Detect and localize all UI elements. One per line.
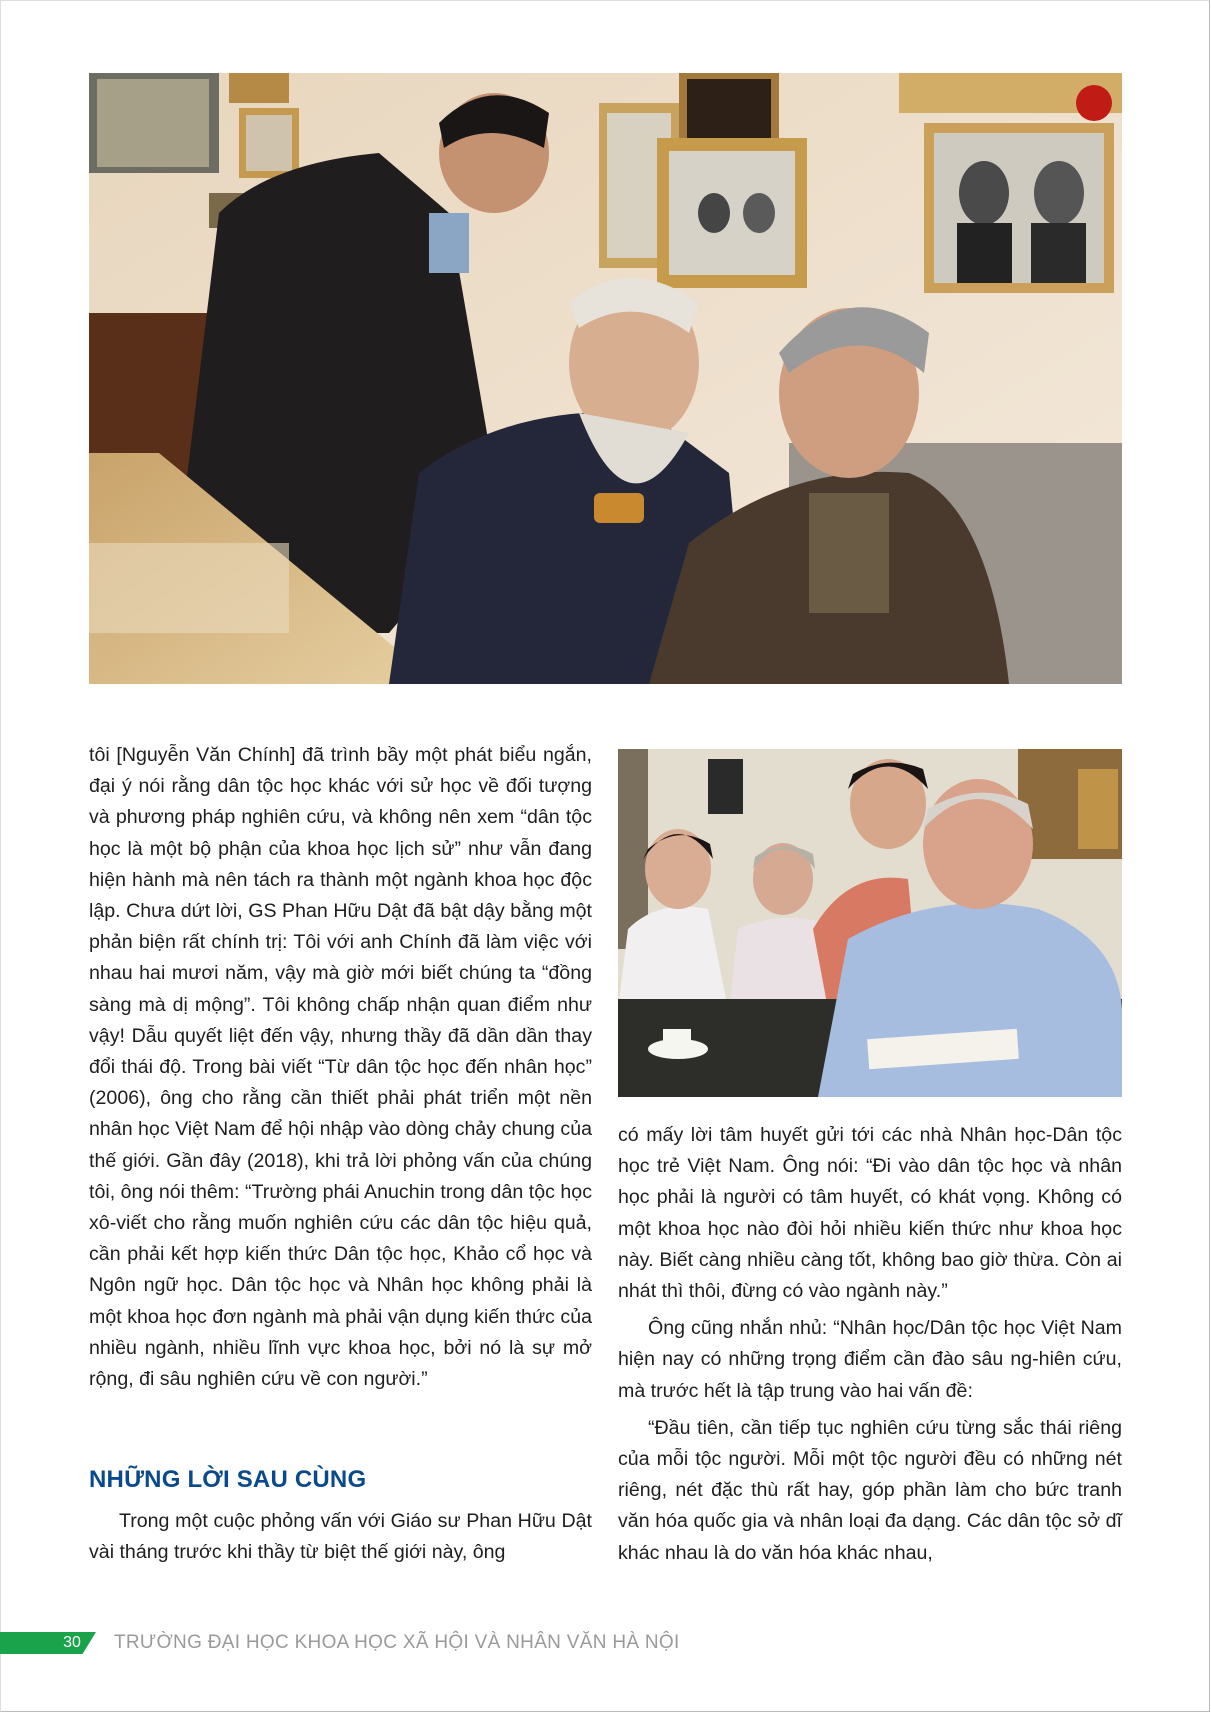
left-paragraph-2: Trong một cuộc phỏng vấn với Giáo sư Phan Hữu Dật vài tháng trước khi thầy từ biệt thế giới này, ông: [89, 1510, 592, 1564]
section-heading: NHỮNG LỜI SAU CÙNG: [89, 1466, 367, 1493]
page-number: 30: [63, 1634, 81, 1651]
left-column-body: [89, 740, 592, 1395]
left-column-after-heading: [89, 1506, 592, 1568]
right-paragraph-1: có mấy lời tâm huyết gửi tới các nhà Nhân học-Dân tộc học trẻ Việt Nam. Ông nói: “Đi vào dân tộc học và nhân học phải là người có tâm huyết, có khát vọng. Không có một khoa học nào đòi hỏi nhiều kiến thức như khoa học này. Biết càng nhiều càng tốt, không bao giờ thừa. Còn ai nhát thì thôi, đừng có vào ngành này.”: [618, 1124, 1122, 1303]
left-paragraph-1: tôi [Nguyễn Văn Chính] đã trình bầy một phát biểu ngắn, đại ý nói rằng dân tộc học khác với sử học về đối tượng và phương pháp nghiên cứu, và không nên xem “dân tộc học là một bộ phận của khoa học lịch sử” như vẫn đang hiện hành mà nên tách ra thành một ngành khoa học độc lập. Chưa dứt lời, GS Phan Hữu Dật đã bật dậy bằng một phản biện rất chính trị: Tôi với anh Chính đã làm việc với nhau hai mươi năm, vậy mà giờ mới biết chúng ta “đồng sàng mà dị mộng”. Tôi không chấp nhận quan điểm như vậy! Dẫu quyết liệt đến vậy, nhưng thầy đã dần dần thay đổi thái độ. Trong bài viết “Từ dân tộc học đến nhân học” (2006), ông cho rằng cần thiết phải phát triển một nền nhân học Việt Nam để hội nhập vào dòng chảy chung của thế giới. Gần đây (2018), khi trả lời phỏng vấn của chúng tôi, ông nói thêm: “Trường phái Anuchin trong dân tộc học xô-viết cho rằng muốn nghiên cứu các dân tộc hiệu quả, cần phải kết hợp kiến thức Dân tộc học, Khảo cổ học và Ngôn ngữ học. Dân tộc học và Nhân học không phải là một khoa học đơn ngành mà phải vận dụng kiến thức của nhiều ngành, nhiều lĩnh vực khoa học, bởi nó là sự mở rộng, đi sâu nghiên cứu về con người.”: [89, 744, 592, 1391]
right-paragraph-2: Ông cũng nhắn nhủ: “Nhân học/Dân tộc học Việt Nam hiện nay có những trọng điểm cần đào sâu ng-hiên cứu, mà trước hết là tập trung vào hai vấn đề:: [618, 1317, 1122, 1402]
photo-professor-signing-book: [618, 749, 1122, 1097]
right-column-body: [618, 1120, 1122, 1569]
footer-university-title: TRƯỜNG ĐẠI HỌC KHOA HỌC XÃ HỘI VÀ NHÂN VĂN HÀ NỘI: [114, 1632, 680, 1653]
right-paragraph-3: “Đầu tiên, cần tiếp tục nghiên cứu từng sắc thái riêng của mỗi tộc người. Mỗi một tộc người đều có những nét riêng, nét đặc thù rất hay, góp phần làm cho bức tranh văn hóa quốc gia và nhân loại đa dạng. Các dân tộc sở dĩ khác nhau là do văn hóa khác nhau,: [618, 1416, 1122, 1564]
photo-elderly-professors-with-phone: [89, 73, 1122, 684]
